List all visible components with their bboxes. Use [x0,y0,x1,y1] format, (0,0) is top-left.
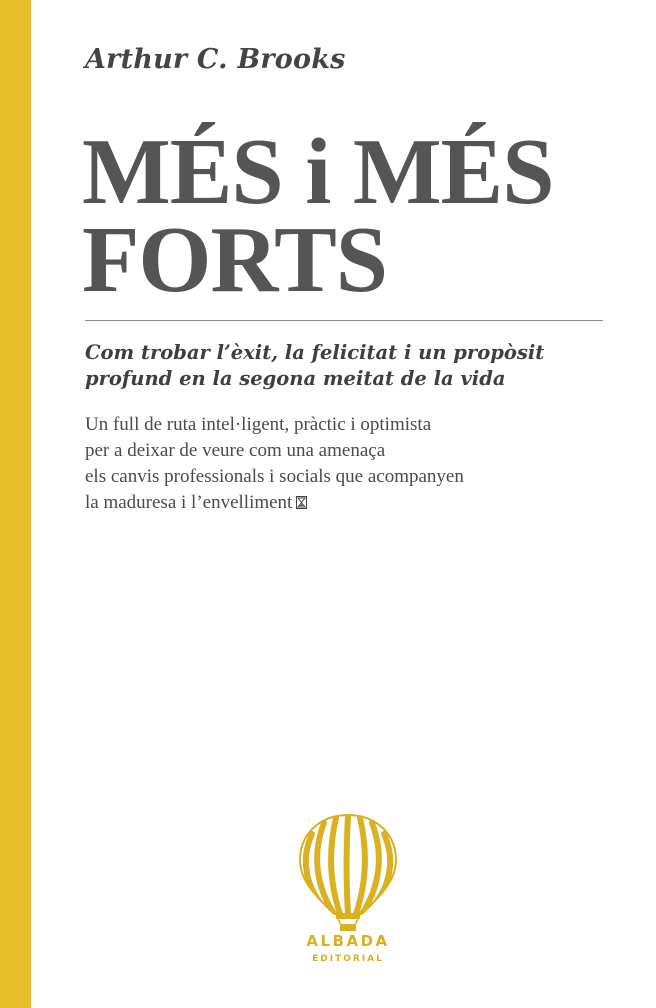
hourglass-icon [296,491,307,517]
subtitle-line-1: Com trobar l’èxit, la felicitat i un propòsit [85,341,545,364]
author-name: Arthur C. Brooks [85,44,346,75]
yellow-spine-band [0,0,31,1008]
blurb-line-4 [85,490,464,517]
book-title [82,120,554,312]
title-line-1: MÉS i MÉS [82,120,554,224]
title-line-2: FORTS [82,208,388,312]
publisher-subtitle: EDITORIAL [312,954,384,964]
blurb-line-3: els canvis professionals i socials que acompanyen [85,466,464,487]
book-subtitle [85,340,544,392]
divider-rule [85,320,603,321]
publisher-name: ALBADA [306,932,390,950]
blurb-line-2: per a deixar de veure com una amenaça [85,440,386,461]
cover-blurb [85,412,464,517]
blurb-line-1: Un full de ruta intel·ligent, pràctic i optimista [85,414,432,435]
subtitle-line-2: profund en la segona meitat de la vida [85,367,506,390]
blurb-line-4-text: la maduresa i l’envelliment [85,492,293,513]
